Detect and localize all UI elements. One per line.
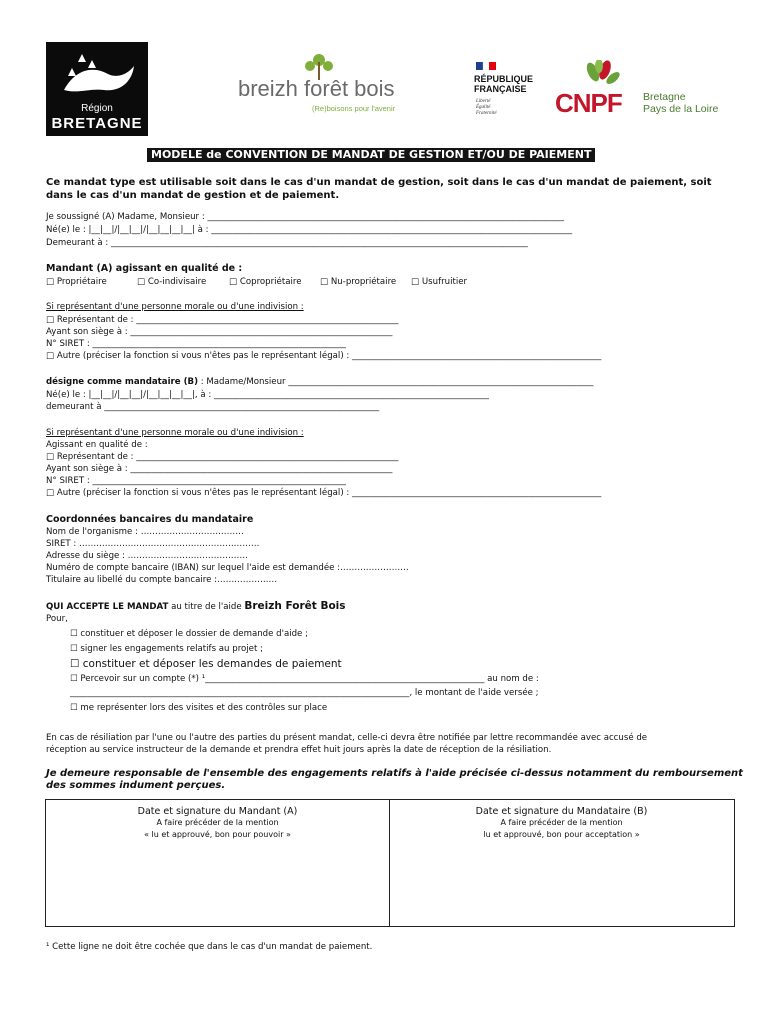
cnpf-sub2: Pays de la Loire (643, 103, 719, 115)
responsable-line1: Je demeure responsable de l'ensemble des engagements relatifs à l'aide précisée ci-dessus notamment du remboursement (46, 768, 743, 779)
cnpf-logo-subtitle (643, 91, 718, 115)
bancaire-title: Coordonnées bancaires du mandataire (46, 514, 254, 525)
republique-francaise-logo (474, 62, 544, 122)
montant-aide-field[interactable]: _______________________________________________________________________________, le montant de l'aide versée ; (70, 688, 539, 698)
checkbox-percevoir-compte[interactable]: ☐ Percevoir sur un compte (*) ¹_________________________________________________________________ au nom de : (70, 674, 539, 684)
signature-mandant-mention1: A faire précéder de la mention (156, 818, 279, 827)
cnpf-sub1: Bretagne (643, 91, 686, 103)
breizh-logo-name: breizh forêt bois (238, 76, 395, 101)
signature-mandataire-mention1: A faire précéder de la mention (500, 818, 623, 827)
checkbox-demandes-paiement[interactable]: ☐ constituer et déposer les demandes de paiement (70, 658, 342, 670)
mandataire-designe-label: désigne comme mandataire (B) (46, 377, 198, 387)
responsable-line2: des sommes indument perçues. (46, 780, 226, 791)
checkbox-nu-proprietaire[interactable]: □ Nu-propriétaire (320, 277, 397, 287)
motto-egalite: Égalité (476, 105, 491, 110)
intro-paragraph: Ce mandat type est utilisable soit dans le cas d'un mandat de gestion, soit dans le cas d'un mandat de paiement, soit dans le cas d'un mandat de gestion et de paiement. (46, 177, 712, 201)
breizh-foret-bois-logo (234, 50, 414, 120)
region-logo-line1: Région (81, 103, 113, 114)
accepte-aide-name: Breizh Forêt Bois (244, 600, 346, 612)
resiliation-line2: réception au service instructeur de la demande et prendra effet huit jours après la date de réception de la résiliation. (46, 745, 552, 755)
motto-liberte: Liberté (476, 99, 491, 104)
republique-logo-line2: FRANÇAISE (474, 84, 527, 94)
accepte-pour: Pour, (46, 614, 68, 624)
signature-mandant-mention2: « lu et approuvé, bon pour pouvoir » (144, 830, 291, 839)
mandataire-designe-line: : Madame/Monsieur _______________________________________________________________________ (198, 377, 594, 387)
mandataire-morale-title: Si représentant d'une personne morale ou d'une indivision : (46, 428, 304, 438)
accepte-heading (46, 601, 346, 613)
republique-logo-name (474, 74, 533, 94)
bancaire-iban-field[interactable]: Numéro de compte bancaire (IBAN) sur lequel l'aide est demandée :…………………… (46, 563, 409, 573)
document-title: MODELE de CONVENTION DE MANDAT DE GESTION ET/OU DE PAIEMENT (147, 148, 595, 162)
cnpf-logo-name: CNPF (555, 88, 622, 118)
breizh-logo-tagline: (Re)boisons pour l'avenir (312, 104, 396, 113)
signature-mandant-title: Date et signature du Mandant (A) (137, 806, 298, 817)
checkbox-usufruitier[interactable]: □ Usufruitier (411, 277, 468, 287)
bancaire-titulaire-field[interactable]: Titulaire au libellé du compte bancaire :………………… (46, 575, 278, 585)
mandataire-address-field[interactable]: demeurant à ________________________________________________________________ (46, 402, 380, 412)
signature-table (45, 799, 735, 927)
mandant-qualite-title: Mandant (A) agissant en qualité de : (46, 263, 243, 274)
mandataire-designe-field[interactable] (46, 377, 593, 388)
marianne-flag-icon (476, 62, 496, 70)
mandataire-siret-field[interactable]: N° SIRET : ___________________________________________________________ (46, 476, 346, 486)
republique-logo-motto (476, 99, 497, 117)
bancaire-organisme-field[interactable]: Nom de l'organisme : ……………………………… (46, 527, 244, 537)
checkbox-signer-engagements[interactable]: ☐ signer les engagements relatifs au projet ; (70, 644, 263, 654)
ermine-hand-icon (54, 48, 140, 106)
accepte-mid: au titre de l'aide (168, 602, 245, 612)
mandant-address-field[interactable]: Demeurant à : _________________________________________________________________________________________________ (46, 238, 528, 248)
leaves-icon (575, 60, 625, 90)
checkbox-coproprietaire[interactable]: □ Copropriétaire (229, 277, 302, 287)
mandataire-autre-field[interactable]: □ Autre (préciser la fonction si vous n'êtes pas le représentant légal) : __________________________________________________________ (46, 488, 602, 498)
checkbox-proprietaire[interactable]: □ Propriétaire (46, 277, 107, 287)
bancaire-adresse-field[interactable]: Adresse du siège : …………………………………… (46, 551, 248, 561)
mandant-representant-field[interactable]: □ Représentant de : _____________________________________________________________ (46, 315, 399, 325)
mandant-soussigne-field[interactable]: Je soussigné (A) Madame, Monsieur : ___________________________________________________________________________________ (46, 212, 565, 222)
mandant-morale-title: Si représentant d'une personne morale ou d'une indivision : (46, 302, 304, 312)
footnote: ¹ Cette ligne ne doit être cochée que dans le cas d'un mandat de paiement. (46, 942, 373, 952)
mandataire-siege-field[interactable]: Ayant son siège à : _____________________________________________________________ (46, 464, 393, 474)
mandataire-birth-field[interactable]: Né(e) le : |__|__|/|__|__|/|__|__|__|__|, à : ________________________________________________________________ (46, 390, 489, 400)
mandataire-agissant-label: Agissant en qualité de : (46, 440, 148, 450)
signature-mandataire-title: Date et signature du Mandataire (B) (475, 806, 648, 817)
region-bretagne-logo (46, 42, 148, 136)
checkbox-representer-visites[interactable]: ☐ me représenter lors des visites et des contrôles sur place (70, 703, 328, 713)
mandant-siege-field[interactable]: Ayant son siège à : _____________________________________________________________ (46, 327, 393, 337)
mandant-birth-field[interactable]: Né(e) le : |__|__|/|__|__|/|__|__|__|__| à : ____________________________________________________________________________________ (46, 225, 573, 235)
signature-mandant-cell[interactable] (46, 800, 390, 926)
cnpf-logo (553, 60, 735, 122)
resiliation-line1: En cas de résiliation par l'une ou l'autre des parties du présent mandat, celle-ci devra être notifiée par lettre recommandée avec accusé de (46, 733, 648, 743)
accepte-label: QUI ACCEPTE LE MANDAT (46, 602, 169, 612)
mandant-siret-field[interactable]: N° SIRET : ___________________________________________________________ (46, 339, 346, 349)
checkbox-constituer-dossier[interactable]: ☐ constituer et déposer le dossier de demande d'aide ; (70, 629, 308, 639)
republique-logo-line1: RÉPUBLIQUE (474, 74, 534, 84)
region-logo-line2: BRETAGNE (51, 115, 143, 132)
mandant-autre-field[interactable]: □ Autre (préciser la fonction si vous n'êtes pas le représentant légal) : __________________________________________________________ (46, 351, 602, 361)
signature-mandataire-cell[interactable] (390, 800, 733, 926)
motto-fraternite: Fraternité (476, 111, 497, 116)
mandataire-representant-field[interactable]: □ Représentant de : _____________________________________________________________ (46, 452, 399, 462)
signature-mandataire-mention2: lu et approuvé, bon pour acceptation » (483, 830, 640, 839)
bancaire-siret-field[interactable]: SIRET : ……………………………………………………… (46, 539, 260, 549)
checkbox-co-indivisaire[interactable]: □ Co-indivisaire (137, 277, 207, 287)
